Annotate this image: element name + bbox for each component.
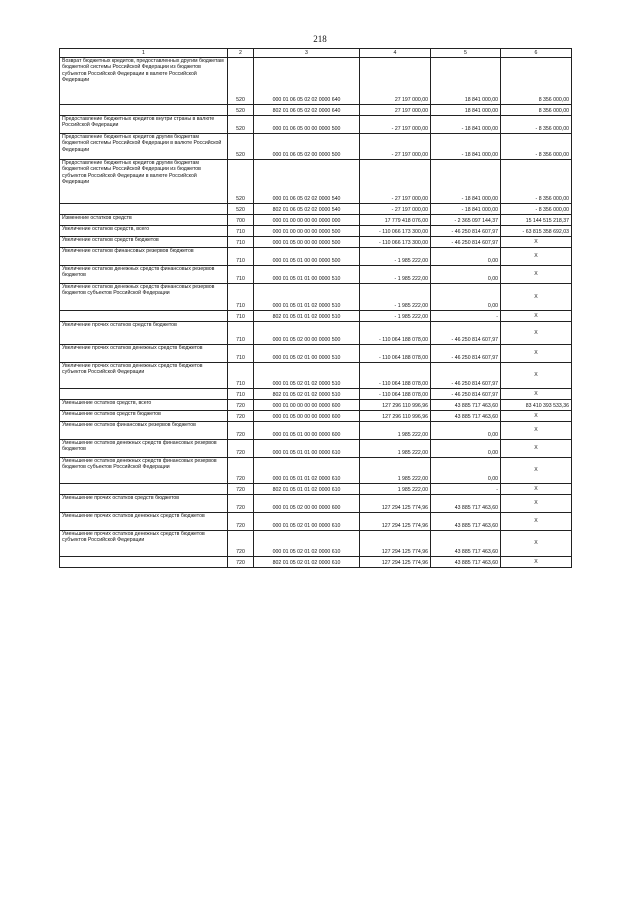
row-value-cell: X <box>501 440 572 458</box>
row-cbk-code-cell: 802 01 05 02 01 02 0000 510 <box>254 389 360 400</box>
row-value-cell: - <box>431 484 501 495</box>
row-code-cell: 710 <box>228 284 254 311</box>
row-value-cell: 127 294 125 774,96 <box>360 513 431 531</box>
table-row <box>60 204 572 215</box>
row-value-cell: X <box>501 495 572 513</box>
row-cbk-code-cell: 000 01 06 05 00 00 0000 500 <box>254 116 360 134</box>
row-value-cell: - 46 250 814 607,97 <box>431 345 501 363</box>
table-row <box>60 345 572 363</box>
row-value-cell: - 18 841 000,00 <box>431 134 501 160</box>
row-code-cell: 710 <box>228 389 254 400</box>
column-header: 3 <box>254 49 360 58</box>
row-value-cell: - 27 197 000,00 <box>360 160 431 204</box>
row-value-cell: 127 294 125 774,96 <box>360 495 431 513</box>
row-code-cell: 710 <box>228 266 254 284</box>
row-value-cell: 43 885 717 463,60 <box>431 513 501 531</box>
row-code-cell: 520 <box>228 204 254 215</box>
row-value-cell: X <box>501 484 572 495</box>
row-value-cell: 1 985 222,00 <box>360 458 431 484</box>
row-cbk-code-cell: 000 01 05 01 01 00 0000 510 <box>254 266 360 284</box>
row-value-cell: - 8 356 000,00 <box>501 160 572 204</box>
table-row <box>60 440 572 458</box>
row-value-cell: 43 885 717 463,60 <box>431 531 501 557</box>
table-row <box>60 389 572 400</box>
table-row <box>60 58 572 105</box>
row-code-cell: 520 <box>228 105 254 116</box>
row-value-cell: 1 985 222,00 <box>360 484 431 495</box>
row-value-cell: 43 885 717 463,60 <box>431 495 501 513</box>
row-name-cell: Предоставление бюджетных кредитов внутри страны в валюте Российской Федерации <box>60 116 228 134</box>
row-value-cell: - 46 250 814 607,97 <box>431 237 501 248</box>
row-value-cell: - 2 365 097 144,37 <box>431 215 501 226</box>
row-cbk-code-cell: 000 01 05 01 01 00 0000 610 <box>254 440 360 458</box>
row-value-cell: 0,00 <box>431 422 501 440</box>
row-name-cell: Уменьшение остатков финансовых резервов бюджетов <box>60 422 228 440</box>
row-name-cell: Изменение остатков средств <box>60 215 228 226</box>
page-number: 218 <box>313 34 327 44</box>
row-value-cell: - 110 064 188 078,00 <box>360 322 431 345</box>
table-row <box>60 363 572 389</box>
row-name-cell: Уменьшение прочих остатков средств бюджетов <box>60 495 228 513</box>
row-value-cell: X <box>501 513 572 531</box>
table-row <box>60 116 572 134</box>
row-value-cell: - 27 197 000,00 <box>360 134 431 160</box>
row-cbk-code-cell: 000 01 05 02 01 00 0000 510 <box>254 345 360 363</box>
table-row <box>60 458 572 484</box>
row-value-cell: - 110 066 173 300,00 <box>360 226 431 237</box>
row-cbk-code-cell: 000 01 05 01 00 00 0000 500 <box>254 248 360 266</box>
row-value-cell: - 46 250 814 607,97 <box>431 322 501 345</box>
row-cbk-code-cell: 000 01 06 05 02 02 0000 540 <box>254 160 360 204</box>
table-row <box>60 411 572 422</box>
row-value-cell: - 1 985 222,00 <box>360 266 431 284</box>
row-code-cell: 710 <box>228 363 254 389</box>
row-value-cell: 43 885 717 463,60 <box>431 557 501 568</box>
row-value-cell: X <box>501 458 572 484</box>
table-row <box>60 226 572 237</box>
row-value-cell: 0,00 <box>431 284 501 311</box>
row-cbk-code-cell: 000 01 05 00 00 00 0000 500 <box>254 237 360 248</box>
row-code-cell: 710 <box>228 322 254 345</box>
row-value-cell: 127 296 110 996,96 <box>360 411 431 422</box>
row-value-cell: - 46 250 814 607,97 <box>431 363 501 389</box>
row-name-cell: Уменьшение остатков средств бюджетов <box>60 411 228 422</box>
table-row <box>60 284 572 311</box>
row-name-cell <box>60 557 228 568</box>
row-code-cell: 720 <box>228 440 254 458</box>
row-cbk-code-cell: 000 01 05 02 00 00 0000 500 <box>254 322 360 345</box>
row-cbk-code-cell: 000 01 06 05 02 02 0000 640 <box>254 58 360 105</box>
row-name-cell: Уменьшение прочих остатков денежных средств бюджетов субъектов Российской Федерации <box>60 531 228 557</box>
row-value-cell: - 8 356 000,00 <box>501 204 572 215</box>
row-cbk-code-cell: 000 01 05 02 01 02 0000 610 <box>254 531 360 557</box>
row-code-cell: 710 <box>228 311 254 322</box>
row-value-cell: - 8 356 000,00 <box>501 116 572 134</box>
row-value-cell: 43 885 717 463,60 <box>431 411 501 422</box>
budget-sources-table <box>59 48 572 568</box>
row-name-cell <box>60 204 228 215</box>
row-cbk-code-cell: 000 01 00 00 00 00 0000 000 <box>254 215 360 226</box>
row-code-cell: 710 <box>228 226 254 237</box>
row-name-cell: Увеличение прочих остатков денежных средств бюджетов <box>60 345 228 363</box>
row-value-cell: 127 296 110 996,96 <box>360 400 431 411</box>
row-cbk-code-cell: 802 01 06 05 02 02 0000 540 <box>254 204 360 215</box>
row-value-cell: 15 144 515 218,37 <box>501 215 572 226</box>
row-code-cell: 720 <box>228 484 254 495</box>
table-row <box>60 422 572 440</box>
row-code-cell: 710 <box>228 345 254 363</box>
row-code-cell: 720 <box>228 495 254 513</box>
row-name-cell <box>60 105 228 116</box>
row-value-cell: - 18 841 000,00 <box>431 204 501 215</box>
row-value-cell: 8 356 000,00 <box>501 105 572 116</box>
row-value-cell: X <box>501 266 572 284</box>
row-value-cell: 83 410 393 533,36 <box>501 400 572 411</box>
row-value-cell: X <box>501 322 572 345</box>
row-value-cell: X <box>501 411 572 422</box>
row-value-cell: - 1 985 222,00 <box>360 248 431 266</box>
row-value-cell: X <box>501 422 572 440</box>
row-value-cell: 18 841 000,00 <box>431 105 501 116</box>
table-row <box>60 266 572 284</box>
row-value-cell: 1 985 222,00 <box>360 440 431 458</box>
row-value-cell: 0,00 <box>431 458 501 484</box>
row-code-cell: 520 <box>228 116 254 134</box>
row-code-cell: 520 <box>228 58 254 105</box>
row-cbk-code-cell: 000 01 05 02 01 02 0000 510 <box>254 363 360 389</box>
row-value-cell: - 110 064 188 078,00 <box>360 363 431 389</box>
row-cbk-code-cell: 000 01 05 01 01 02 0000 510 <box>254 284 360 311</box>
row-cbk-code-cell: 802 01 05 01 01 02 0000 510 <box>254 311 360 322</box>
row-name-cell <box>60 484 228 495</box>
row-cbk-code-cell: 000 01 00 00 00 00 0000 500 <box>254 226 360 237</box>
row-value-cell: X <box>501 248 572 266</box>
table-row <box>60 105 572 116</box>
row-name-cell <box>60 389 228 400</box>
row-name-cell: Возврат бюджетных кредитов, предоставленных другим бюджетам бюджетной системы Российской Федерации из бюджетов субъектов Российской Федерации в валюте Российской Федерации <box>60 58 228 105</box>
row-cbk-code-cell: 802 01 05 01 01 02 0000 610 <box>254 484 360 495</box>
table-row <box>60 160 572 204</box>
row-code-cell: 520 <box>228 160 254 204</box>
row-value-cell: X <box>501 363 572 389</box>
row-value-cell: 0,00 <box>431 440 501 458</box>
row-name-cell: Увеличение остатков финансовых резервов бюджетов <box>60 248 228 266</box>
row-value-cell: X <box>501 389 572 400</box>
row-name-cell: Увеличение остатков денежных средств финансовых резервов бюджетов <box>60 266 228 284</box>
row-cbk-code-cell: 000 01 00 00 00 00 0000 600 <box>254 400 360 411</box>
row-cbk-code-cell: 802 01 06 05 02 02 0000 640 <box>254 105 360 116</box>
row-name-cell: Предоставление бюджетных кредитов другим бюджетам бюджетной системы Российской Федерации в валюте Российской Федерации <box>60 134 228 160</box>
row-value-cell: 18 841 000,00 <box>431 58 501 105</box>
row-value-cell: 27 197 000,00 <box>360 58 431 105</box>
table-row <box>60 557 572 568</box>
row-cbk-code-cell: 000 01 05 01 00 00 0000 600 <box>254 422 360 440</box>
row-code-cell: 720 <box>228 458 254 484</box>
row-cbk-code-cell: 000 01 05 02 00 00 0000 600 <box>254 495 360 513</box>
row-value-cell: - 46 250 814 607,97 <box>431 389 501 400</box>
row-name-cell: Уменьшение остатков средств, всего <box>60 400 228 411</box>
row-cbk-code-cell: 000 01 05 00 00 00 0000 600 <box>254 411 360 422</box>
table-row <box>60 484 572 495</box>
row-value-cell: - 110 064 188 078,00 <box>360 389 431 400</box>
row-cbk-code-cell: 000 01 05 01 01 02 0000 610 <box>254 458 360 484</box>
row-name-cell: Уменьшение прочих остатков денежных средств бюджетов <box>60 513 228 531</box>
table-row <box>60 311 572 322</box>
row-code-cell: 720 <box>228 411 254 422</box>
column-header: 2 <box>228 49 254 58</box>
row-code-cell: 720 <box>228 400 254 411</box>
row-value-cell: 8 356 000,00 <box>501 58 572 105</box>
column-header: 4 <box>360 49 431 58</box>
row-value-cell: - 18 841 000,00 <box>431 116 501 134</box>
column-header: 6 <box>501 49 572 58</box>
row-value-cell: - 8 356 000,00 <box>501 134 572 160</box>
row-value-cell: 17 779 418 076,00 <box>360 215 431 226</box>
row-value-cell: - 27 197 000,00 <box>360 204 431 215</box>
row-value-cell: X <box>501 311 572 322</box>
row-code-cell: 720 <box>228 422 254 440</box>
row-value-cell: - 1 985 222,00 <box>360 284 431 311</box>
row-name-cell: Уменьшение остатков денежных средств финансовых резервов бюджетов субъектов Российской Федерации <box>60 458 228 484</box>
row-value-cell: - <box>431 311 501 322</box>
header-row <box>60 49 572 58</box>
row-name-cell: Увеличение остатков денежных средств финансовых резервов бюджетов субъектов Российской Федерации <box>60 284 228 311</box>
table-body <box>60 58 572 568</box>
table-row <box>60 513 572 531</box>
row-cbk-code-cell: 000 01 06 05 02 00 0000 500 <box>254 134 360 160</box>
row-value-cell: 27 197 000,00 <box>360 105 431 116</box>
row-value-cell: 0,00 <box>431 266 501 284</box>
row-cbk-code-cell: 802 01 05 02 01 02 0000 610 <box>254 557 360 568</box>
table-row <box>60 248 572 266</box>
row-value-cell: X <box>501 237 572 248</box>
row-value-cell: 127 294 125 774,96 <box>360 557 431 568</box>
table-row <box>60 215 572 226</box>
row-code-cell: 520 <box>228 134 254 160</box>
row-code-cell: 720 <box>228 557 254 568</box>
table-row <box>60 531 572 557</box>
row-name-cell: Увеличение прочих остатков средств бюджетов <box>60 322 228 345</box>
row-code-cell: 710 <box>228 237 254 248</box>
column-header: 1 <box>60 49 228 58</box>
row-value-cell: 1 985 222,00 <box>360 422 431 440</box>
row-value-cell: - 110 064 188 078,00 <box>360 345 431 363</box>
row-value-cell: - 46 250 814 607,97 <box>431 226 501 237</box>
table-row <box>60 237 572 248</box>
table-row <box>60 134 572 160</box>
row-name-cell: Предоставление бюджетных кредитов другим бюджетам бюджетной системы Российской Федерации из бюджетов субъектов Российской Федерации в валюте Российской Федерации <box>60 160 228 204</box>
row-value-cell: X <box>501 531 572 557</box>
table-row <box>60 400 572 411</box>
row-name-cell: Увеличение остатков средств бюджетов <box>60 237 228 248</box>
row-name-cell: Уменьшение остатков денежных средств финансовых резервов бюджетов <box>60 440 228 458</box>
row-code-cell: 720 <box>228 513 254 531</box>
column-header: 5 <box>431 49 501 58</box>
row-code-cell: 710 <box>228 248 254 266</box>
row-value-cell: X <box>501 345 572 363</box>
row-value-cell: 127 294 125 774,96 <box>360 531 431 557</box>
row-name-cell <box>60 311 228 322</box>
row-value-cell: - 110 066 173 300,00 <box>360 237 431 248</box>
row-value-cell: - 18 841 000,00 <box>431 160 501 204</box>
row-value-cell: - 27 197 000,00 <box>360 116 431 134</box>
row-value-cell: X <box>501 557 572 568</box>
row-value-cell: - 1 985 222,00 <box>360 311 431 322</box>
row-value-cell: 43 885 717 463,60 <box>431 400 501 411</box>
row-value-cell: 0,00 <box>431 248 501 266</box>
row-name-cell: Увеличение остатков средств, всего <box>60 226 228 237</box>
table-row <box>60 495 572 513</box>
table-row <box>60 322 572 345</box>
row-code-cell: 720 <box>228 531 254 557</box>
row-value-cell: - 63 815 358 692,03 <box>501 226 572 237</box>
row-value-cell: X <box>501 284 572 311</box>
row-code-cell: 700 <box>228 215 254 226</box>
row-name-cell: Увеличение прочих остатков денежных средств бюджетов субъектов Российской Федерации <box>60 363 228 389</box>
row-cbk-code-cell: 000 01 05 02 01 00 0000 610 <box>254 513 360 531</box>
